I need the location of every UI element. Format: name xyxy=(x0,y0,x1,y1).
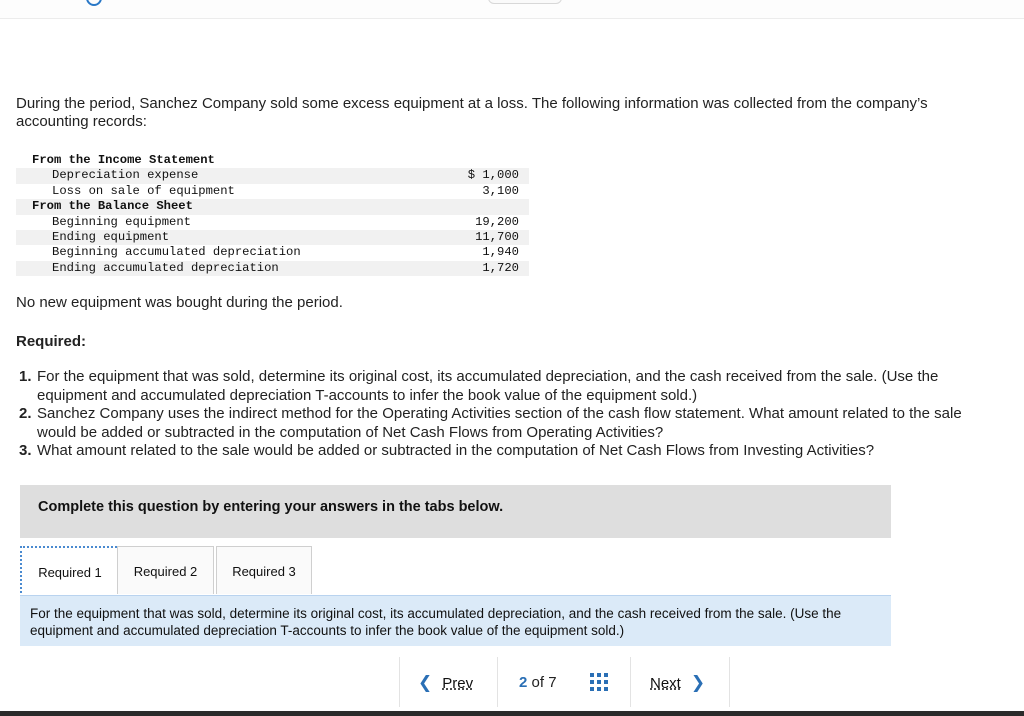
tab-required-3[interactable] xyxy=(216,546,312,594)
tab-label: Required 1 xyxy=(38,565,102,580)
requirements-list xyxy=(16,368,991,461)
pager-divider xyxy=(630,657,631,707)
row-label: Beginning accumulated depreciation xyxy=(52,245,301,260)
list-item xyxy=(16,368,991,405)
row-label: From the Income Statement xyxy=(32,153,215,167)
list-text: For the equipment that was sold, determine its original cost, its accumulated depreciation, and the cash received from the sale. (Use the equipment and accumulated depreciation T-accounts to infer the book value of the equipment sold.) xyxy=(37,368,939,404)
pagination-bar xyxy=(0,655,1024,710)
top-pill xyxy=(488,0,562,4)
table-section-header xyxy=(16,153,529,168)
loading-indicator xyxy=(86,0,102,6)
chevron-right-icon: ❯ xyxy=(690,673,706,692)
table-row xyxy=(16,261,529,276)
instructions-text: Complete this question by entering your answers in the tabs below. xyxy=(38,499,504,515)
row-label: Beginning equipment xyxy=(52,214,191,229)
tab-panel xyxy=(20,595,891,646)
row-value: 11,700 xyxy=(475,229,519,244)
tab-label: Required 2 xyxy=(133,564,198,579)
row-value: 19,200 xyxy=(475,214,519,229)
list-number: 2. xyxy=(19,405,32,422)
bottom-strip xyxy=(0,711,1024,716)
list-number: 3. xyxy=(19,442,32,459)
prev-button[interactable] xyxy=(418,673,473,693)
browser-top-bar xyxy=(0,0,1024,19)
row-value: 1,940 xyxy=(482,245,519,260)
page-total: of 7 xyxy=(531,674,557,691)
page-counter xyxy=(519,674,557,691)
tab-label: Required 3 xyxy=(232,564,296,579)
list-number: 1. xyxy=(19,368,32,385)
row-label: Depreciation expense xyxy=(52,168,199,183)
tab-required-1[interactable] xyxy=(20,546,120,597)
row-label: Loss on sale of equipment xyxy=(52,183,235,198)
list-item xyxy=(16,442,991,461)
table-row xyxy=(16,215,529,230)
current-page: 2 xyxy=(519,674,528,691)
required-heading: Required: xyxy=(16,333,87,350)
row-value: $ 1,000 xyxy=(467,168,519,183)
list-item xyxy=(16,405,991,442)
grid-icon[interactable] xyxy=(590,673,608,691)
prev-label: Prev xyxy=(442,675,474,692)
question-intro: During the period, Sanchez Company sold some excess equipment at a loss. The following information was collected from the company’s accounting records: xyxy=(16,95,928,130)
next-label: Next xyxy=(650,675,681,692)
instructions-box xyxy=(20,485,891,538)
table-section-header xyxy=(16,199,529,214)
row-label: Ending equipment xyxy=(52,229,170,244)
row-label: From the Balance Sheet xyxy=(32,199,193,214)
table-row xyxy=(16,245,529,260)
list-text: Sanchez Company uses the indirect method for the Operating Activities section of the cash flow statement. What amount related to the sale would be added or subtracted in the computation of Net Cash Flows from Operating Activities? xyxy=(37,405,962,441)
question-note: No new equipment was bought during the period. xyxy=(16,294,343,311)
next-button[interactable] xyxy=(650,673,705,693)
table-row xyxy=(16,184,529,199)
pager-divider xyxy=(399,657,400,707)
row-value: 3,100 xyxy=(482,183,519,198)
pager-divider xyxy=(729,657,730,707)
tab-panel-instructions: For the equipment that was sold, determine its original cost, its accumulated depreciation, and the cash received from the sale. (Use the equipment and accumulated depreciation T-accounts to infer the book value of the equipment sold.) xyxy=(30,606,842,638)
list-text: What amount related to the sale would be added or subtracted in the computation of Net Cash Flows from Investing Activities? xyxy=(37,442,875,459)
pager-divider xyxy=(497,657,498,707)
tab-required-2[interactable] xyxy=(117,546,214,594)
table-row xyxy=(16,168,529,183)
row-value: 1,720 xyxy=(482,260,519,275)
table-row xyxy=(16,230,529,245)
chevron-left-icon: ❮ xyxy=(418,673,433,692)
row-label: Ending accumulated depreciation xyxy=(52,260,279,275)
financial-data-table xyxy=(16,153,529,276)
